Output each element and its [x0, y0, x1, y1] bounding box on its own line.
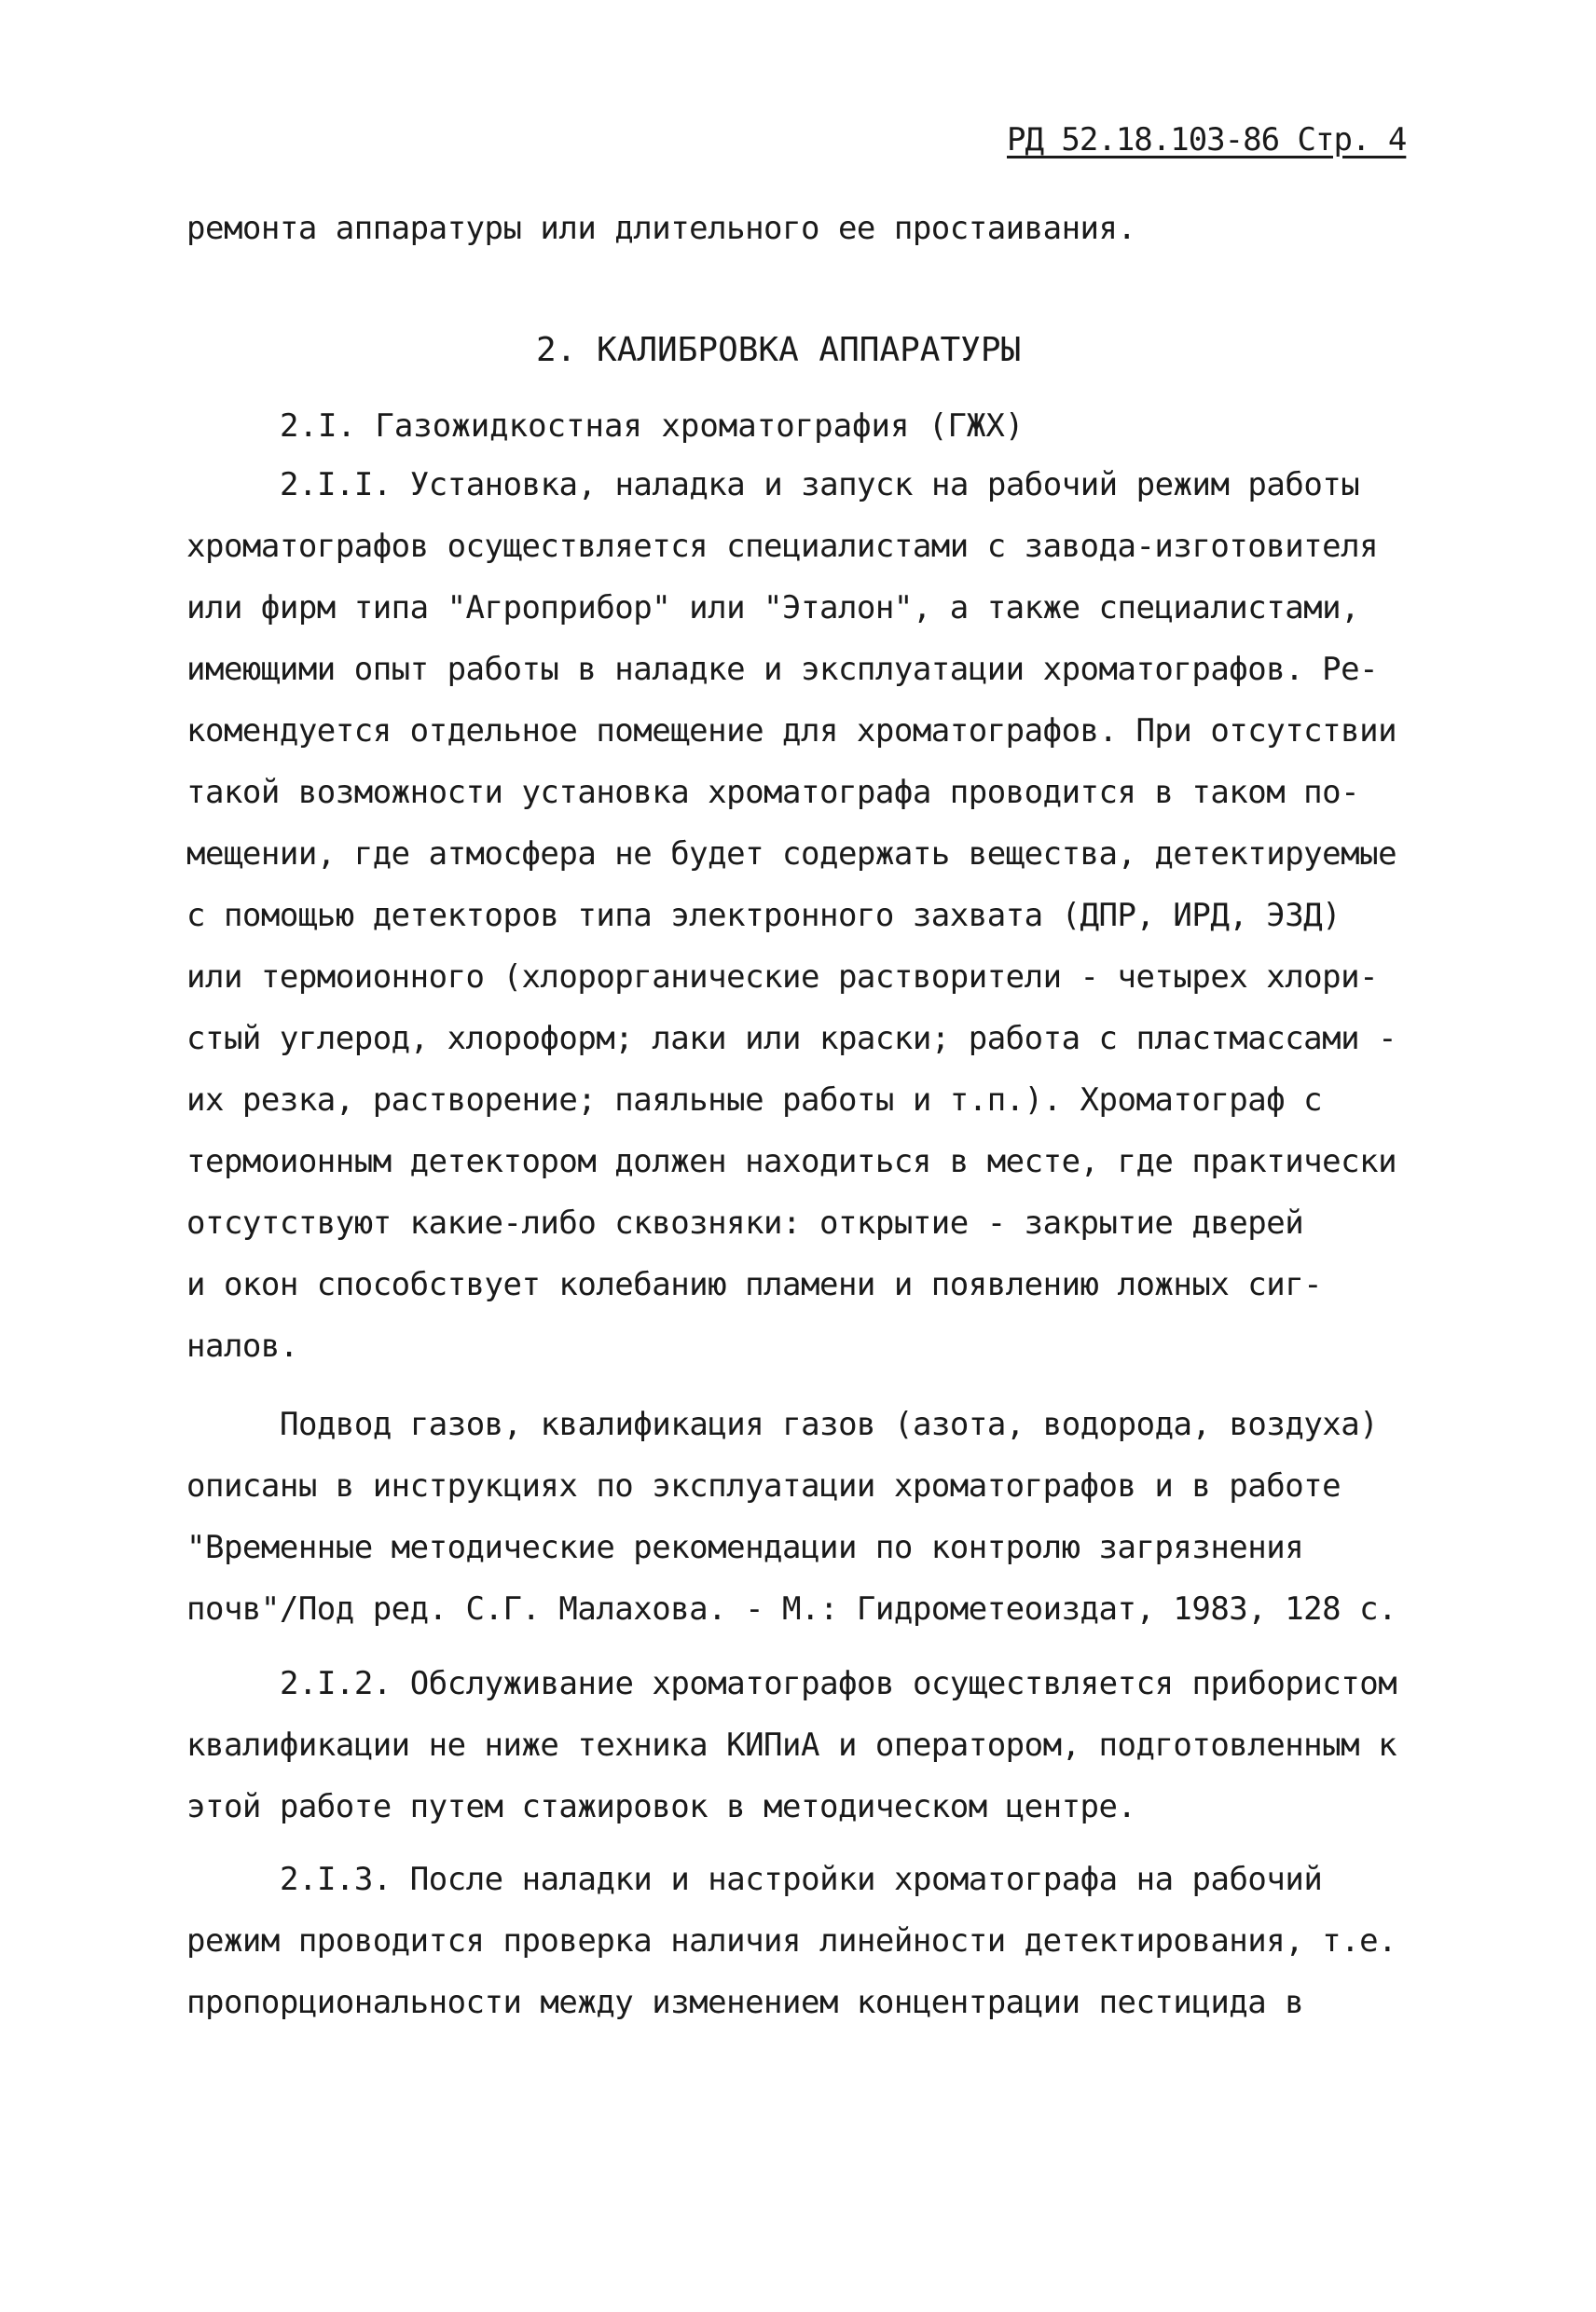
paragraph-line: или термоионного (хлорорганические растворители - четырех хлори-	[186, 958, 1379, 996]
paragraph-line: такой возможности установка хроматографа проводится в таком по-	[186, 774, 1360, 811]
paragraph-line: налов.	[186, 1328, 298, 1365]
paragraph-line: и окон способствует колебанию пламени и появлению ложных сиг-	[186, 1266, 1323, 1303]
paragraph-line: или фирм типа "Агроприбор" или "Эталон", а также специалистами,	[186, 589, 1360, 626]
paragraph-line: мещении, где атмосфера не будет содержать вещества, детектируемые	[186, 835, 1397, 873]
paragraph-line: хроматографов осуществляется специалистами с завода-изготовителя	[186, 528, 1379, 565]
intro-line: ремонта аппаратуры или длительного ее простаивания.	[186, 210, 1136, 247]
paragraph-line: их резка, растворение; паяльные работы и т.п.). Хроматограф с	[186, 1081, 1323, 1119]
paragraph-line: термоионным детектором должен находиться в месте, где практически	[186, 1143, 1397, 1180]
paragraph-line: Подвод газов, квалификация газов (азота, водорода, воздуха)	[280, 1406, 1379, 1443]
document-reference: РД 52.18.103-86 Стр. 4	[1007, 121, 1407, 158]
paragraph-line: с помощью детекторов типа электронного захвата (ДПР, ИРД, ЭЗД)	[186, 897, 1341, 934]
paragraph-line: имеющими опыт работы в наладке и эксплуатации хроматографов. Ре-	[186, 651, 1379, 688]
subsection-title: 2.I. Газожидкостная хроматография (ГЖХ)	[280, 407, 1025, 445]
paragraph-line: этой работе путем стажировок в методическом центре.	[186, 1788, 1136, 1825]
paragraph-line: режим проводится проверка наличия линейности детектирования, т.е.	[186, 1922, 1397, 1960]
paragraph-line: 2.I.I. Установка, наладка и запуск на рабочий режим работы	[280, 466, 1360, 503]
paragraph-line: "Временные методические рекомендации по контролю загрязнения	[186, 1529, 1304, 1566]
paragraph-line: комендуется отдельное помещение для хроматографов. При отсутствии	[186, 712, 1397, 750]
paragraph-line: отсутствуют какие-либо сквозняки: открытие - закрытие дверей	[186, 1204, 1304, 1242]
paragraph-line: почв"/Под ред. С.Г. Малахова. - М.: Гидрометеоиздат, 1983, 128 с.	[186, 1590, 1397, 1628]
paragraph-line: 2.I.2. Обслуживание хроматографов осуществляется прибористом	[280, 1665, 1397, 1702]
paragraph-line: квалификации не ниже техника КИПиА и оператором, подготовленным к	[186, 1727, 1397, 1764]
paragraph-line: 2.I.3. После наладки и настройки хроматографа на рабочий	[280, 1861, 1323, 1898]
section-title: 2. КАЛИБРОВКА АППАРАТУРЫ	[536, 331, 1022, 369]
paragraph-line: стый углерод, хлороформ; лаки или краски; работа с пластмассами -	[186, 1020, 1397, 1057]
paragraph-line: описаны в инструкциях по эксплуатации хроматографов и в работе	[186, 1467, 1341, 1505]
paragraph-line: пропорциональности между изменением концентрации пестицида в	[186, 1984, 1304, 2021]
